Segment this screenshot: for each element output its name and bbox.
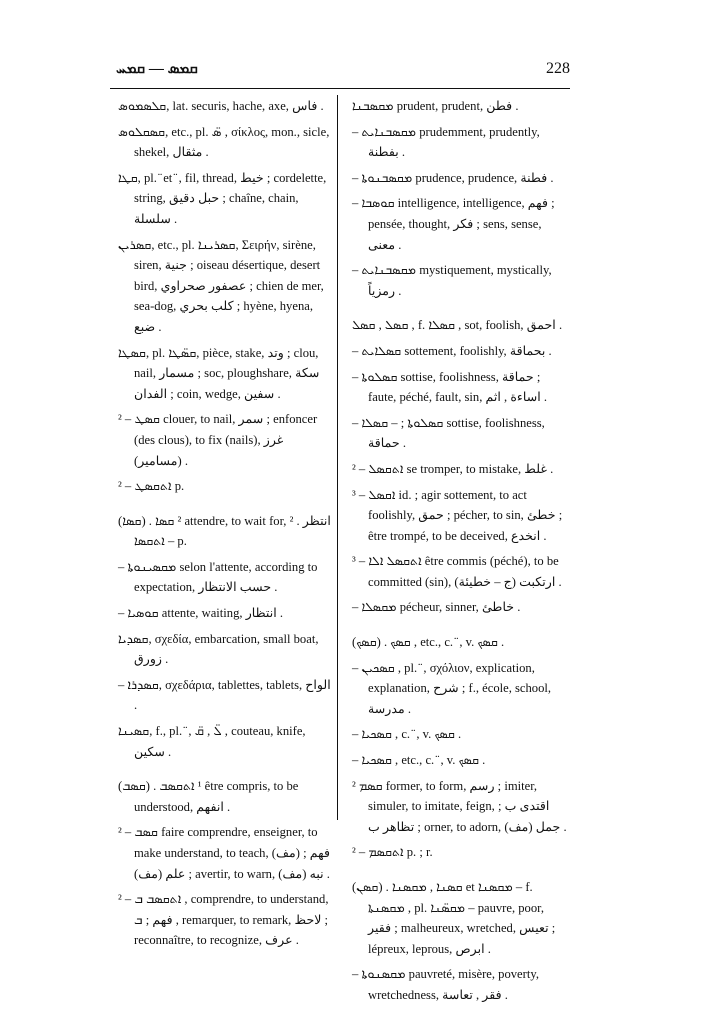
dictionary-entry: ² ‒ ܐܬܩܣܛ p. [118, 479, 185, 494]
dictionary-entry: ‒ ܩܣܠܐܝܬ sottement, foolishly, بحماقة . [352, 343, 552, 358]
dictionary-entry: ² ‒ ܐܬܩܣܡ p. ; r. [352, 845, 433, 860]
dictionary-entry: ‒ ܩܣܕܪܐ, σχεδάρια, tablettes, tablets, الواح . [118, 677, 331, 713]
dictionary-entry: ‒ ܡܩܣܒܢܐܝܬ mystiquement, mystically, رمزياً . [352, 263, 552, 298]
dictionary-entry: ‒ ܡܩܣܢܘܬܐ pauvreté, misère, poverty, wretchedness, فقر , تعاسة . [352, 967, 539, 1002]
page-number: 228 [546, 60, 570, 77]
dictionary-entry: ܩܣܕܝܐ, σχεδία, embarcation, small boat, زورق . [118, 631, 319, 667]
column-divider [337, 95, 338, 820]
dictionary-entry: ² ‒ ܩܣܒ faire comprendre, enseigner, to make understand, to teach, (مف) فهم ; علم (مف) ; avertir, to warn, (مف) نبه . [118, 825, 330, 881]
dictionary-entry: ܩܣܝܢܐ, f., pl. ̈ , ܠ̈ , ܩ̈ , couteau, knife, سكين . [118, 724, 306, 759]
dictionary-entry: ܩܣܛ ‒ ² clouer, to nail, سمر ; enfoncer (des clous), to fix (nails), غرز (مسامير) . [118, 412, 318, 468]
running-head: ܩܡܣ — ܩܡܚ [116, 61, 198, 77]
root-entry: (ܩܣܐ) . ² ܩܣܐ attendre, to wait for, انتظر . ² ‒ ܐܬܩܣܐ p. [118, 513, 331, 549]
dictionary-entry: ³ ‒ ܐܩܣܠ id. ; agir sottement, to act foolishly, حمق ; pécher, to sin, خطئ ; être trompé, to be deceived, انخدع . [352, 487, 563, 543]
dictionary-entry: ² ‒ ܐܬܩܣܠ se tromper, to mistake, غلط . [352, 461, 554, 476]
dictionary-entry: ܩܠܣܡܘܣ, lat. securis, hache, axe, فاس . [118, 99, 324, 113]
dictionary-entry: ‒ ܩܘܣܝܐ attente, waiting, انتظار . [118, 606, 284, 621]
dictionary-entry: ܡܩܣܒܢܐ prudent, prudent, فطن . [352, 99, 519, 113]
dictionary-entry: ܩܛܐ, pl. ̈ et ̈ , fil, thread, خيط ; cordelette, string, حبل دقيق ; chaîne, chain, سلسلة . [118, 170, 327, 226]
dictionary-entry: ‒ ܡܩܣܝܢܘܬܐ selon l'attente, according to expectation, حسب الانتظار . [118, 559, 318, 595]
page-header [100, 60, 570, 84]
dictionary-entry: ܩܣܛܐ, pl. ܩܣ̈ܛܐ, pièce, stake, وتد ; clou, nail, مسمار ; soc, ploughshare, سكة الفدان ; coin, wedge, سفين . [118, 345, 320, 401]
dictionary-entry: ܩܣܩܠܘܣ, etc., pl. ܣ̈ , σίκλος, mon., sicle, shekel, مثقال . [118, 124, 330, 160]
root-entry: (ܩܣܟ) . ܩܣܟ , etc., c. ̈ , v. ܩܣܟ . [352, 635, 505, 650]
dictionary-entry: ‒ ܩܣܠܘܬܐ ; ‒ ܩܣܠܐ sottise, foolishness, حماقة . [352, 415, 545, 451]
dictionary-entry: ² ܩܣܡ former, to form, رسم ; imiter, simuler, to imitate, feign, اقتدى ب ; تظاهر ب ; orner, to adorn, (مف) جمل . [352, 778, 567, 834]
right-column [352, 96, 568, 1011]
dictionary-entry: ² ‒ ܐܬܩܣܒ ܒ , comprendre, to understand, فهم ; ܒ , remarquer, to remark, لاحظ ; reconnaître, to recognize, عرف . [118, 892, 329, 948]
left-column [118, 96, 332, 956]
root-entry: (ܩܣܢ) . ܩܣܢܐ , ܡܩܣܢܐ et ܡܩܣܢܐ ‒ f. ܡܩܣܢܬܐ , pl. ܡܩܣ̈ܢܐ ‒ pauvre, poor, فقير ; malheureux, wretched, تعيس ; lépreux, leprous, ابرص . [352, 880, 556, 956]
dictionary-entry: ³ ‒ ܐܬܩܣܠ ܐܠܐ être commis (péché), to be committed (sin), ارتكبت (ج ‒ خطيئة) . [352, 554, 562, 589]
dictionary-entry: ‒ ܩܣܟܝܢ , pl. ̈ , σχόλιον, explication, explanation, شرح ; f., école, school, مدرسة . [352, 660, 552, 716]
dictionary-entry: ‒ ܡܩܣܒܢܘܬܐ prudence, prudence, فطنة . [352, 170, 554, 185]
dictionary-entry: ‒ ܩܣܠܘܬܐ sottise, foolishness, حماقة ; faute, péché, fault, sin, اساءة , اثم . [352, 369, 548, 405]
dictionary-entry: ‒ ܡܩܣܒܢܐܝܬ prudemment, prudently, بفطنة . [352, 124, 540, 160]
root-entry: ܩܣܠ , ܩܣܠ , f. ܩܣܠܐ , sot, foolish, احمق . [352, 318, 563, 333]
dictionary-entry: ‒ ܡܩܣܠܐ pécheur, sinner, خاطئ . [352, 600, 521, 615]
header-rule [110, 88, 570, 89]
dictionary-entry: ‒ ܩܣܟܝܐ , etc., c. ̈ , v. ܩܣܟ . [352, 753, 486, 768]
root-entry: (ܩܣܒ) . ¹ ܐܬܩܣܒ être compris, to be understood, انفهم . [118, 779, 299, 814]
dictionary-entry: ‒ ܩܣܟܝܐ , c. ̈ , v. ܩܣܟ . [352, 727, 462, 742]
dictionary-entry: ‒ ܩܘܣܒܐ intelligence, intelligence, فهم ; pensée, thought, فكر ; sens, sense, معنى . [352, 196, 555, 252]
dictionary-entry: ܩܣܪܝܢ, etc., pl. ܩܣܪܝܢܐ, Σειρήν, sirène, siren, جنية ; oiseau désertique, desert bird, عصفور صحراوي ; chien de mer, sea-dog, كلب بحري ; hyène, hyena, ضبع . [118, 237, 324, 334]
